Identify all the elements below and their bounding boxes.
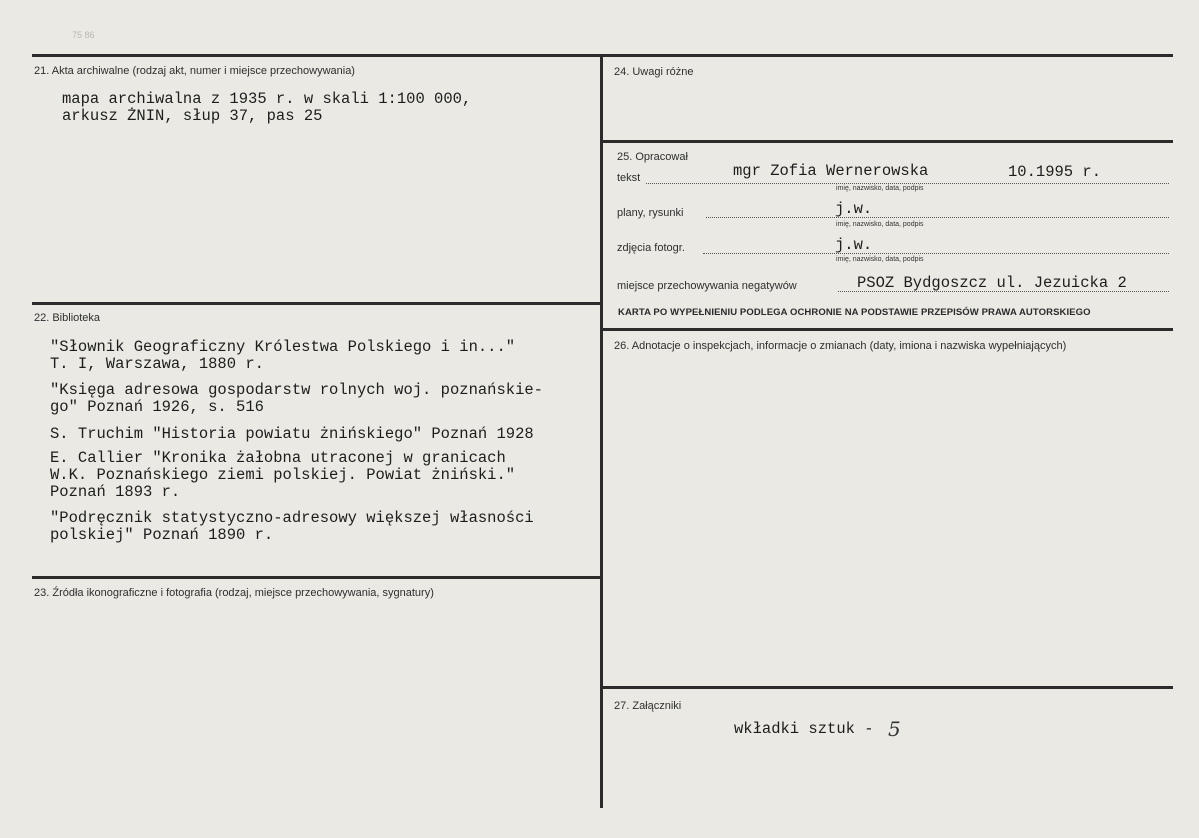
section-27-label: 27. Załączniki: [614, 700, 682, 712]
zdjecia-hint: imię, nazwisko, data, podpis: [836, 256, 924, 263]
section-24-label: 24. Uwagi różne: [614, 66, 694, 78]
center-divider: [600, 54, 603, 808]
rule-26-27: [600, 686, 1173, 689]
tekst-dotted-line: [646, 183, 1169, 184]
bibliography-line: "Podręcznik statystyczno-adresowy większej własności: [50, 509, 534, 527]
bibliography-line: Poznań 1893 r.: [50, 483, 181, 501]
section-22-label: 22. Biblioteka: [34, 312, 101, 324]
bibliography-line: polskiej" Poznań 1890 r.: [50, 526, 274, 544]
tekst-author: mgr Zofia Wernerowska: [733, 162, 929, 180]
zdjecia-label: zdjęcia fotogr.: [617, 242, 685, 254]
tekst-label: tekst: [617, 172, 641, 184]
bibliography-line: S. Truchim "Historia powiatu żnińskiego" Poznań 1928: [50, 425, 534, 443]
copyright-notice: KARTA PO WYPEŁNIENIU PODLEGA OCHRONIE NA PODSTAWIE PRZEPISÓW PRAWA AUTORSKIEGO: [618, 307, 1091, 318]
tekst-date: 10.1995 r.: [1008, 163, 1102, 181]
rule-22-23: [32, 576, 602, 579]
rule-24-25: [600, 140, 1173, 143]
zdjecia-dotted-line: [703, 253, 1169, 254]
rule-25-26: [600, 328, 1173, 331]
rule-21-22: [32, 302, 602, 305]
section-21-line: mapa archiwalna z 1935 r. w skali 1:100 000,: [62, 90, 472, 108]
section-21-line: arkusz ŻNIN, słup 37, pas 25: [62, 107, 323, 125]
section-26-label: 26. Adnotacje o inspekcjach, informacje o zmianach (daty, imiona i nazwiska wypełniających): [614, 340, 1067, 352]
tekst-hint: imię, nazwisko, data, podpis: [836, 185, 924, 192]
zdjecia-value: j.w.: [835, 236, 873, 254]
bibliography-line: E. Callier "Kronika żałobna utraconej w granicach: [50, 449, 506, 467]
plany-label: plany, rysunki: [617, 207, 684, 219]
bibliography-line: "Księga adresowa gospodarstw rolnych woj. poznańskie-: [50, 381, 543, 399]
plany-hint: imię, nazwisko, data, podpis: [836, 221, 924, 228]
plany-dotted-line: [706, 217, 1169, 218]
negatywy-value: PSOZ Bydgoszcz ul. Jezuicka 2: [857, 274, 1127, 292]
top-mark: 75 86: [72, 30, 95, 40]
section-21-label: 21. Akta archiwalne (rodzaj akt, numer i miejsce przechowywania): [34, 65, 355, 77]
attachments-count-handwritten: 5: [888, 717, 901, 741]
bibliography-line: T. I, Warszawa, 1880 r.: [50, 355, 264, 373]
section-25-label: 25. Opracował: [617, 151, 688, 163]
bibliography-line: "Słownik Geograficzny Królestwa Polskiego i in...": [50, 338, 516, 356]
plany-value: j.w.: [835, 200, 873, 218]
negatywy-label: miejsce przechowywania negatywów: [617, 280, 797, 292]
attachments-typed: wkładki sztuk -: [734, 720, 874, 738]
section-23-label: 23. Źródła ikonograficzne i fotografia (rodzaj, miejsce przechowywania, sygnatury): [34, 587, 434, 599]
bibliography-line: W.K. Poznańskiego ziemi polskiej. Powiat żniński.": [50, 466, 516, 484]
bibliography-line: go" Poznań 1926, s. 516: [50, 398, 264, 416]
